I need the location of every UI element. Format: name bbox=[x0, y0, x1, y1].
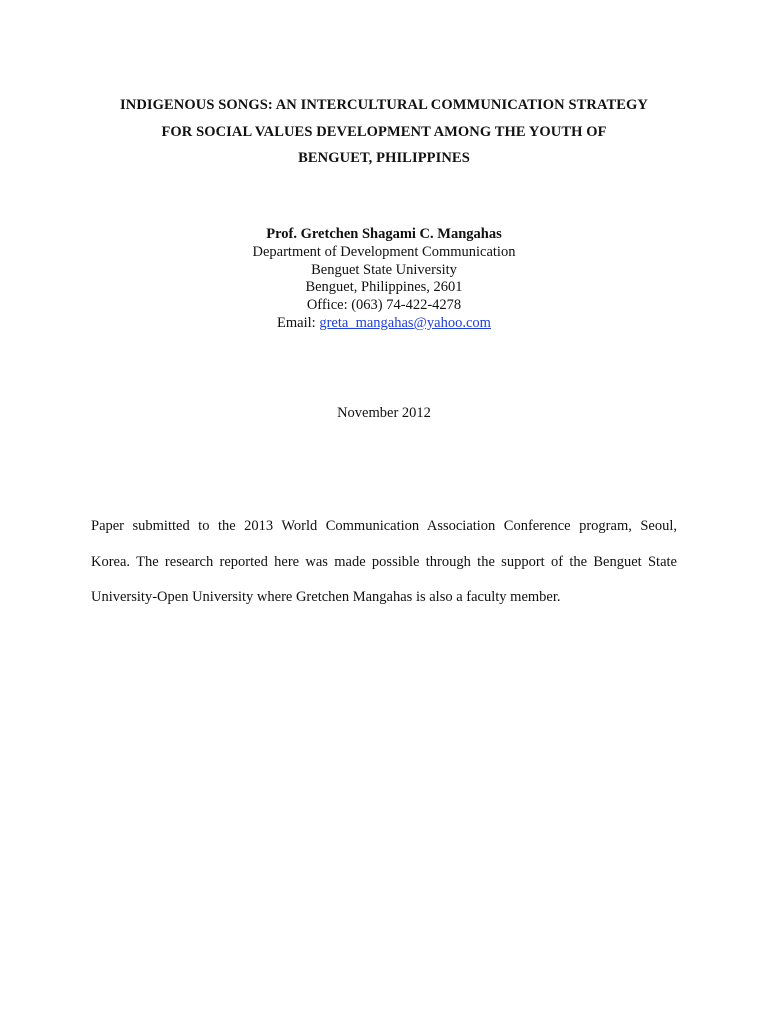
author-block bbox=[80, 226, 688, 333]
paper-date: November 2012 bbox=[337, 405, 431, 421]
title-line-2: FOR SOCIAL VALUES DEVELOPMENT AMONG THE YOUTH OF bbox=[161, 123, 607, 140]
paper-title bbox=[80, 92, 688, 172]
author-university: Benguet State University bbox=[311, 261, 457, 278]
note-line-2: Korea. The research reported here was made possible through the support of the Benguet State bbox=[91, 553, 677, 570]
note-line-1: Paper submitted to the 2013 World Communication Association Conference program, Seoul, bbox=[91, 518, 677, 534]
email-link[interactable]: greta_mangahas@yahoo.com bbox=[319, 314, 491, 331]
title-line-1: INDIGENOUS SONGS: AN INTERCULTURAL COMMUNICATION STRATEGY bbox=[120, 97, 648, 113]
author-department: Department of Development Communication bbox=[252, 243, 516, 260]
author-email-line bbox=[80, 315, 688, 333]
author-office-phone: Office: (063) 74-422-4278 bbox=[306, 297, 462, 314]
author-name: Prof. Gretchen Shagami C. Mangahas bbox=[266, 226, 502, 242]
submission-note bbox=[91, 509, 677, 616]
title-line-3: BENGUET, PHILIPPINES bbox=[298, 150, 470, 166]
note-line-3: University-Open University where Gretchen Mangahas is also a faculty member. bbox=[91, 589, 561, 605]
email-label: Email: bbox=[277, 314, 320, 331]
author-address: Benguet, Philippines, 2601 bbox=[305, 279, 463, 296]
